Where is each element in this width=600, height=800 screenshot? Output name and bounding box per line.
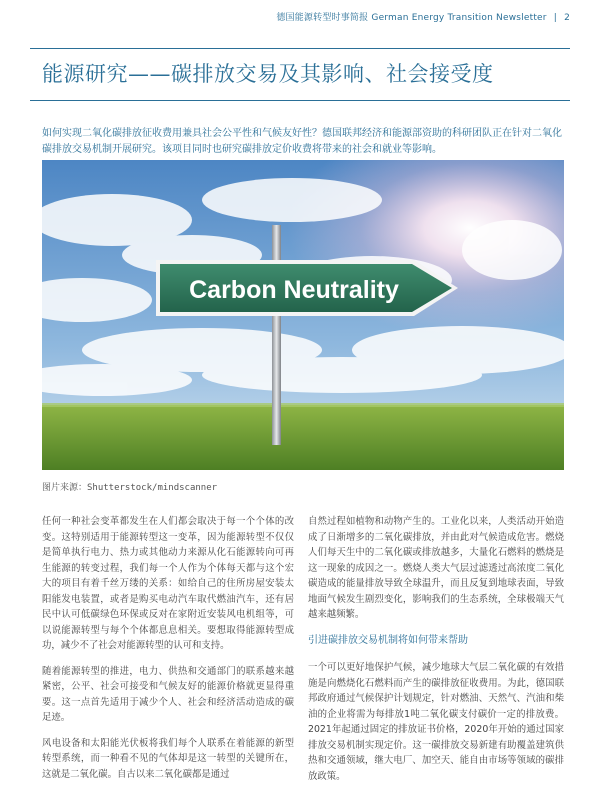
newsletter-name-cn: 德国能源转型时事简报: [276, 13, 369, 23]
right-paragraph: 一个可以更好地保护气候，减少地球大气层二氧化碳的有效措施是向燃烧化石燃料而产生的碳排放征收费用。为此，德国联邦政府通过气候保护计划规定，针对燃油、天然气、汽油和柴油的企业将需为每排放1吨二氧化碳支付碳价一定的排放费。2021年起通过固定的排放证书价格，2020年开始的通过国家排放交易机制实现定价。这一碳排放交易新建有助覆盖建筑供热和交通领域，继大电厂、加空天、能自由市场等领域的碳排放政策。: [308, 662, 564, 782]
right-paragraph: 自然过程如植物和动物产生的。工业化以来，人类活动开始造成了日渐增多的二氧化碳排放，并由此对气候造成危害。燃烧人们每天生中的二氧化碳或排放越多，大量化石燃料的燃烧是这一现象的成因之一。燃烧人类大气层过滤透过高浓度二氧化碳造成的能量排放导致全球温升，而且反复到地球表面，导致地面气候发生剧烈变化，影响我们的生态系统，全球极端天气越来越频繁。: [308, 516, 564, 620]
header-separator: |: [553, 13, 557, 23]
section-subheading: 引进碳排放交易机制将如何带来帮助: [308, 634, 468, 646]
left-paragraph: 风电设备和太阳能光伏板将我们每个人联系在着能源的新型转型系统，而一种看不见的气体却是这一转型的关键所在，这就是二氧化碳。自古以来二氧化碳都是通过: [42, 737, 294, 780]
intro-paragraph: 如何实现二氧化碳排放征收费用兼具社会公平性和气候友好性？德国联邦经济和能源部资助的科研团队正在针对二氧化碳排放交易机制开展研究。该项目同时也研究碳排放定价收费将带来的社会和就业等影响。: [42, 128, 562, 155]
sign-text: Carbon Neutrality: [189, 276, 399, 304]
image-caption: 图片来源：Shutterstock/mindscanner: [42, 483, 218, 493]
title-rule-bottom: [30, 100, 570, 101]
left-paragraph: 随着能源转型的推进，电力、供热和交通部门的联系越来越紧密，公平、社会可接受和气候友好的能源价格就更显得重要。这一点首先适用于减少个人、社会和经济活动造成的碳足迹。: [42, 665, 294, 723]
sign-pole: [272, 225, 281, 445]
newsletter-header: [276, 10, 570, 23]
left-paragraph: 任何一种社会变革都发生在人们都会取决于每一个个体的改变。这特别适用于能源转型这一变革，因为能源转型不仅仅是简单执行电力、热力或其他动力来源从化石能源转向可再生能源的转变过程，我们每一个人作为个体每天都与这个宏大的项目有着千丝万缕的关系：如给自己的住所房屋安装太阳能发电装置，或者是购买电动汽车取代燃油汽车，还有居民中认可低碳绿色环保或反对在家附近安装风电机组等，可以说能源转型与每个个体都息息相关。要想取得能源转型成功，减少不了社会对能源转型的认可和支持。: [42, 516, 294, 651]
right-column: [308, 514, 564, 794]
newsletter-name-en: German Energy Transition Newsletter: [371, 13, 547, 23]
left-column: [42, 514, 294, 792]
title-rule-top: [30, 48, 570, 49]
page-title: 能源研究——碳排放交易及其影响、社会接受度: [42, 62, 494, 86]
page-number: 2: [564, 13, 570, 23]
carbon-neutrality-photo: [42, 160, 564, 470]
